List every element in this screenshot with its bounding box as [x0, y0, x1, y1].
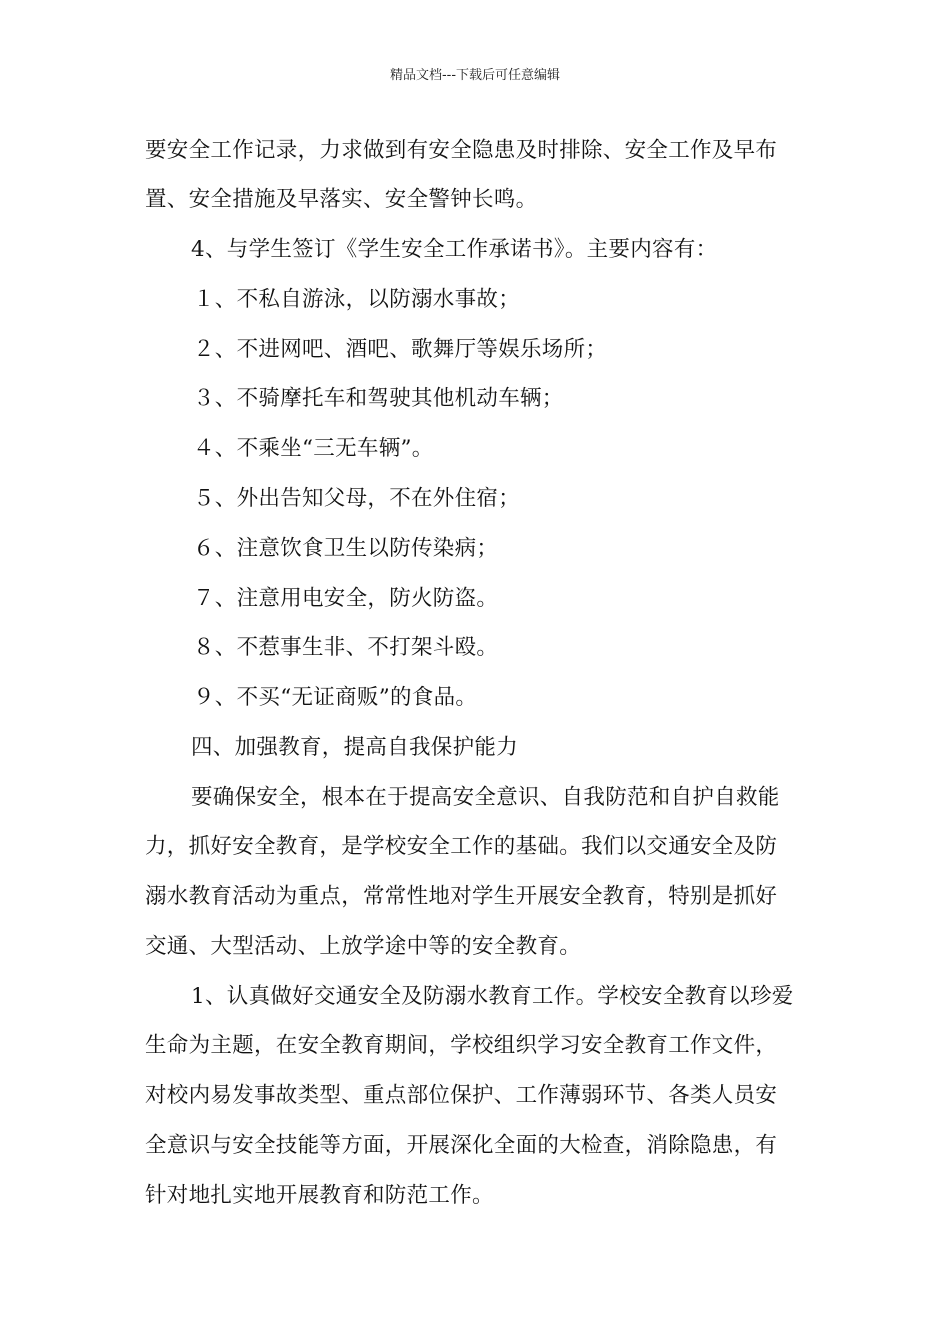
list-item: ６、注意饮食卫生以防传染病； — [193, 536, 499, 561]
page-header: 精品文档---下载后可任意编辑 — [389, 68, 561, 83]
list-item: ７、注意用电安全，防火防盗。 — [193, 586, 499, 611]
list-item: ２、不进网吧、酒吧、歌舞厅等娱乐场所； — [193, 337, 608, 362]
section-heading: 四、加强教育，提高自我保护能力 — [191, 735, 519, 760]
text-line: 4、与学生签订《学生安全工作承诺书》。主要内容有： — [191, 237, 718, 262]
text-line: 交通、大型活动、上放学途中等的安全教育。 — [145, 934, 582, 959]
text-line: 针对地扎实地开展教育和防范工作。 — [145, 1183, 494, 1208]
list-item: ３、不骑摩托车和驾驶其他机动车辆； — [193, 386, 564, 411]
text-line: 生命为主题，在安全教育期间，学校组织学习安全教育工作文件， — [145, 1033, 778, 1058]
list-item: ５、外出告知父母，不在外住宿； — [193, 486, 521, 511]
text-line: 溺水教育活动为重点，常常性地对学生开展安全教育，特别是抓好 — [145, 884, 778, 909]
list-item: ８、不惹事生非、不打架斗殴。 — [193, 635, 499, 660]
text-line: 力，抓好安全教育，是学校安全工作的基础。我们以交通安全及防 — [145, 834, 778, 859]
text-line: 全意识与安全技能等方面，开展深化全面的大检查，消除隐患，有 — [145, 1133, 778, 1158]
text-line: 1、认真做好交通安全及防溺水教育工作。学校安全教育以珍爱 — [191, 984, 794, 1009]
text-line: 要安全工作记录，力求做到有安全隐患及时排除、安全工作及早布 — [145, 138, 778, 163]
text-line: 对校内易发事故类型、重点部位保护、工作薄弱环节、各类人员安 — [145, 1083, 778, 1108]
list-item: ４、不乘坐“三无车辆”。 — [193, 436, 434, 461]
list-item: １、不私自游泳，以防溺水事故； — [193, 287, 521, 312]
list-item: ９、不买“无证商贩”的食品。 — [193, 685, 478, 710]
text-line: 置、安全措施及早落实、安全警钟长鸣。 — [145, 187, 538, 212]
text-line: 要确保安全，根本在于提高安全意识、自我防范和自护自救能 — [191, 785, 780, 810]
